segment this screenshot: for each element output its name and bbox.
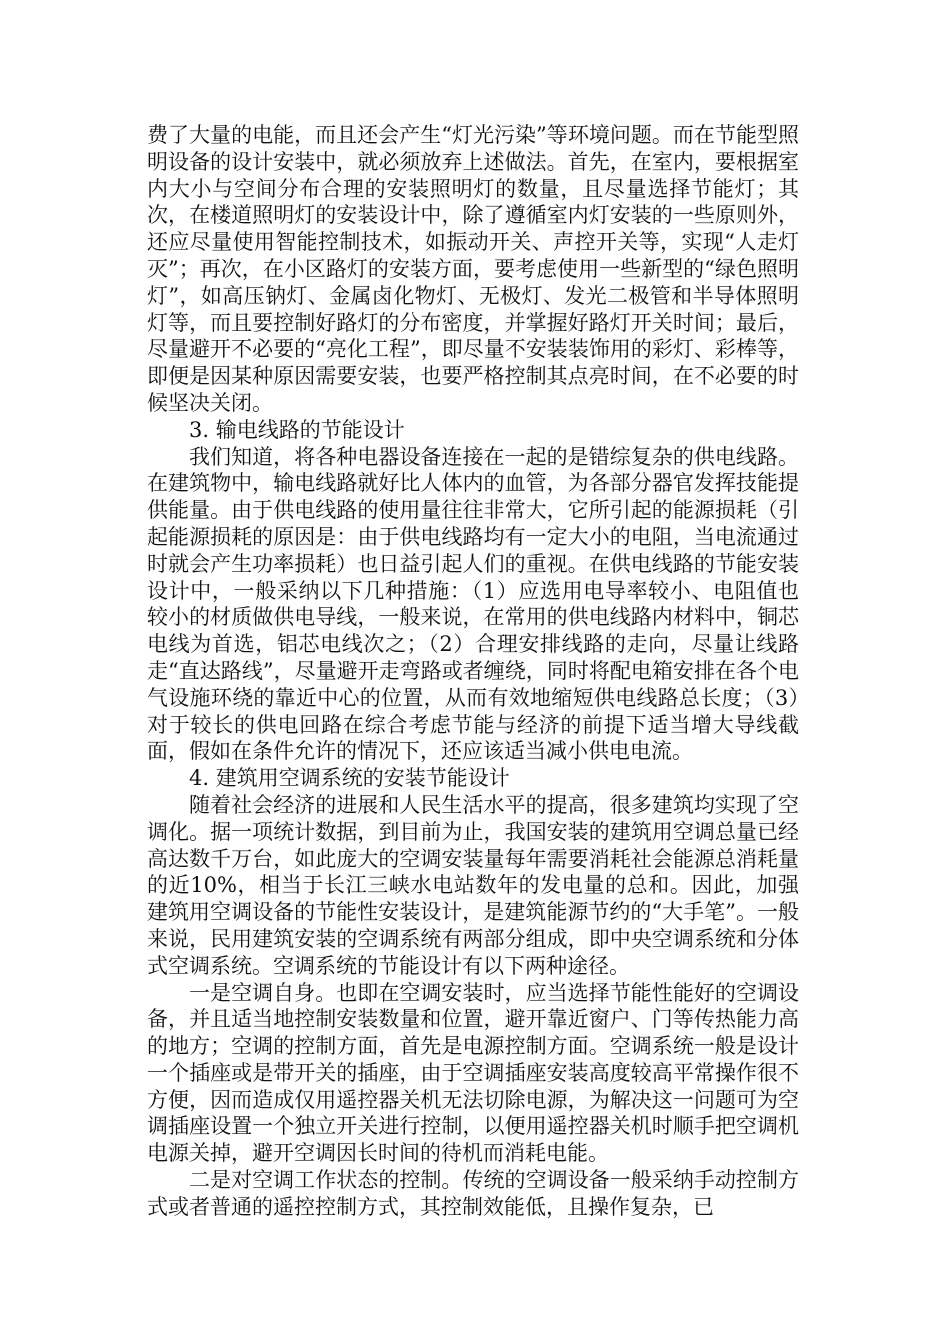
section-heading-power-lines: 3. 输电线路的节能设计: [189, 417, 405, 442]
paragraph-air-conditioning-control: 二是对空调工作状态的控制。传统的空调设备一般采纳手动控制方式或者普通的遥控控制方式，其控制效能低，且操作复杂，已: [147, 1168, 799, 1219]
paragraph-lighting-continued: 费了大量的电能，而且还会产生“灯光污染”等环境问题。而在节能型照明设备的设计安装中，就必须放弃上述做法。首先，在室内，要根据室内大小与空间分布合理的安装照明灯的数量，且尽量选择节能灯；其次，在楼道照明灯的安装设计中，除了遵循室内灯安装的一些原则外，还应尽量使用智能控制技术，如振动开关、声控开关等，实现“人走灯灭”；再次，在小区路灯的安装方面，要考虑使用一些新型的“绿色照明灯”，如高压钠灯、金属卤化物灯、无极灯、发光二极管和半导体照明灯等，而且要控制好路灯的分布密度，并掌握好路灯开关时间；最后，尽量避开不必要的“亮化工程”，即尽量不安装装饰用的彩灯、彩棒等，即便是因某种原因需要安装，也要严格控制其点亮时间，在不必要的时候坚决关闭。: [147, 123, 799, 415]
paragraph-air-conditioning-device: 一是空调自身。也即在空调安装时，应当选择节能性能好的空调设备，并且适当地控制安装数量和位置，避开靠近窗户、门等传热能力高的地方；空调的控制方面，首先是电源控制方面。空调系统一般是设计一个插座或是带开关的插座，由于空调插座安装高度较高平常操作很不方便，因而造成仅用遥控器关机无法切除电源，为解决这一问题可为空调插座设置一个独立开关进行控制，以便用遥控器关机时顺手把空调机电源关掉，避开空调因长时间的待机而消耗电能。: [147, 980, 799, 1166]
document-body: [147, 122, 799, 1221]
paragraph-power-lines: 我们知道，将各种电器设备连接在一起的是错综复杂的供电线路。在建筑物中，输电线路就好比人体内的血管，为各部分器官发挥技能提供能量。由于供电线路的使用量往往非常大，它所引起的能源损耗（引起能源损耗的原因是：由于供电线路均有一定大小的电阻，当电流通过时就会产生功率损耗）也日益引起人们的重视。在供电线路的节能安装设计中，一般采纳以下几种措施：（1）应选用电导率较小、电阻值也较小的材质做供电导线，一般来说，在常用的供电线路内材料中，铜芯电线为首选，铝芯电线次之；（2）合理安排线路的走向，尽量让线路走“直达路线”，尽量避开走弯路或者缠绕，同时将配电箱安排在各个电气设施环绕的靠近中心的位置，从而有效地缩短供电线路总长度；（3）对于较长的供电回路在综合考虑节能与经济的前提下适当增大导线截面，假如在条件允许的情况下，还应该适当减小供电电流。: [147, 444, 799, 764]
paragraph-air-conditioning-intro: 随着社会经济的进展和人民生活水平的提高，很多建筑均实现了空调化。据一项统计数据，到目前为止，我国安装的建筑用空调总量已经高达数千万台，如此庞大的空调安装量每年需要消耗社会能源总消耗量的近10%，相当于长江三峡水电站数年的发电量的总和。因此，加强建筑用空调设备的节能性安装设计，是建筑能源节约的“大手笔”。一般来说，民用建筑安装的空调系统有两部分组成，即中央空调系统和分体式空调系统。空调系统的节能设计有以下两种途径。: [147, 792, 799, 978]
section-heading-air-conditioning: 4. 建筑用空调系统的安装节能设计: [189, 766, 510, 791]
